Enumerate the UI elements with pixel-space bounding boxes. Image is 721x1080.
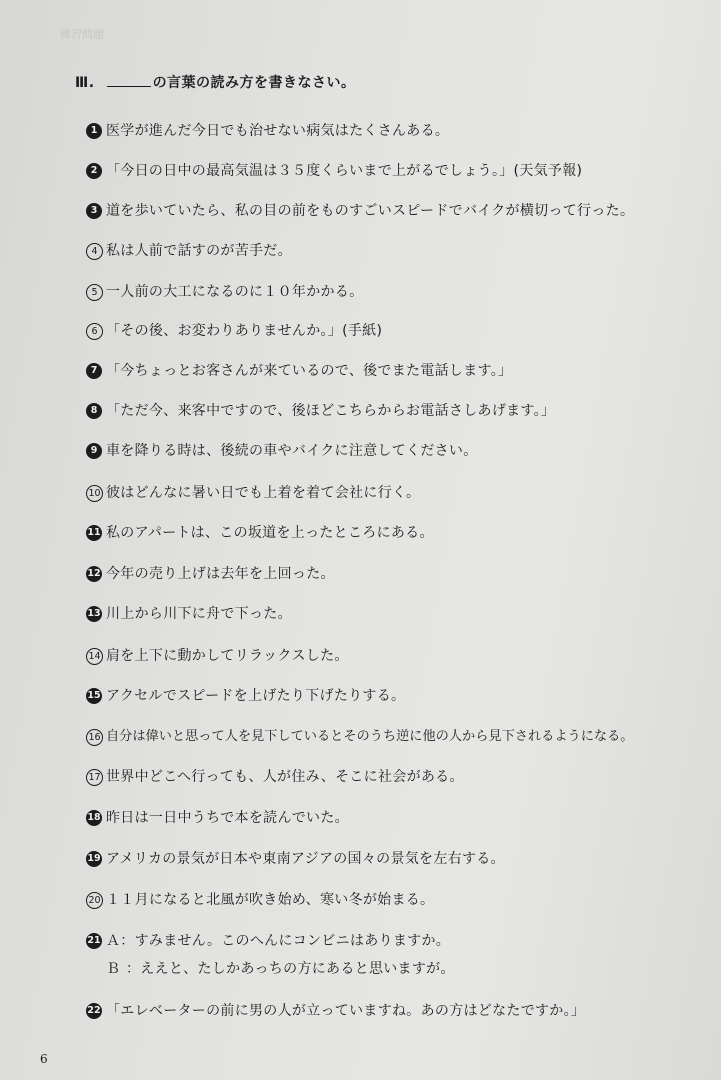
item-sentence: 「その後、お変わりありませんか。」(手紙) [106,323,383,339]
item-sentence: 「今ちょっとお客さんが来ているので、後でまた電話します。」 [106,363,513,379]
item-sentence: 一人前の大工になるのに１０年かかる。 [106,284,364,300]
item-sentence: 川上から川下に舟で下った。 [106,606,292,622]
section-roman-numeral: Ⅲ. [75,75,95,91]
item-sentence: １１月になると北風が吹き始め、寒い冬が始まる。 [106,892,435,908]
item-number: 13 [86,606,102,622]
item-sentence: 道を歩いていたら、私の目の前をものすごいスピードでバイクが横切って行った。 [106,203,635,219]
item-sentence: 「今日の日中の最高気温は３５度くらいまで上がるでしょう。」(天気予報) [106,163,583,179]
item-number: 16 [86,729,103,746]
item-number: 18 [86,810,102,826]
item-sentence: 「エレベーターの前に男の人が立っていますね。あの方はどなたですか。」 [106,1003,586,1019]
item-number: 5 [86,284,103,301]
item-number: 11 [86,525,102,541]
page-number: 6 [40,1052,48,1066]
item-number: 10 [86,485,103,502]
item-number: 4 [86,243,103,260]
item-sentence: アクセルでスピードを上げたり下げたりする。 [106,688,406,704]
item-sentence: 彼はどんなに暑い日でも上着を着て会社に行く。 [106,485,421,501]
item-sentence-b: ：ええと、たしかあっちの方にあると思いますが。 [126,961,455,977]
item-number: 14 [86,648,103,665]
item-number: 1 [86,123,102,139]
item-sentence: 「ただ今、来客中ですので、後ほどこちらからお電話さしあげます。」 [106,403,556,419]
faint-header-label: 練習問題 [60,28,104,41]
item-number: 7 [86,363,102,379]
item-number: 20 [86,892,103,909]
item-number: 12 [86,566,102,582]
item-number: 9 [86,443,102,459]
item-sentence: 今年の売り上げは去年を上回った。 [106,566,335,582]
section-title [75,72,356,92]
item-sentence: 私のアパートは、この坂道を上ったところにある。 [106,525,434,541]
exercise-item-b-line [106,958,455,980]
item-number: 22 [86,1003,102,1019]
section-instruction: の言葉の読み方を書きなさい。 [152,75,356,91]
item-sentence: 世界中どこへ行っても、人が住み、そこに社会がある。 [106,769,464,785]
item-sentence: 車を降りる時は、後続の車やバイクに注意してください。 [106,443,478,459]
item-number: 15 [86,688,102,704]
answer-blank-underline [107,86,151,87]
item-sentence: 医学が進んだ今日でも治せない病気はたくさんある。 [106,123,450,139]
item-number: 3 [86,203,102,219]
item-number: 21 [86,933,102,949]
item-sentence: 私は人前で話すのが苦手だ。 [106,243,292,259]
item-number: 8 [86,403,102,419]
item-sentence: 自分は偉いと思って人を見下しているとそのうち逆に他の人から見下されるようになる。 [106,729,634,744]
item-number: 6 [86,323,103,340]
item-number: 17 [86,769,103,786]
item-sentence: 昨日は一日中うちで本を読んでいた。 [106,810,349,826]
item-number: 2 [86,163,102,179]
item-number: 19 [86,851,102,867]
speaker-label-b: Ｂ [106,961,121,977]
item-sentence: 肩を上下に動かしてリラックスした。 [106,648,349,664]
item-sentence: アメリカの景気が日本や東南アジアの国々の景気を左右する。 [106,851,505,867]
item-sentence: Ａ：すみません。このへんにコンビニはありますか。 [106,933,451,949]
